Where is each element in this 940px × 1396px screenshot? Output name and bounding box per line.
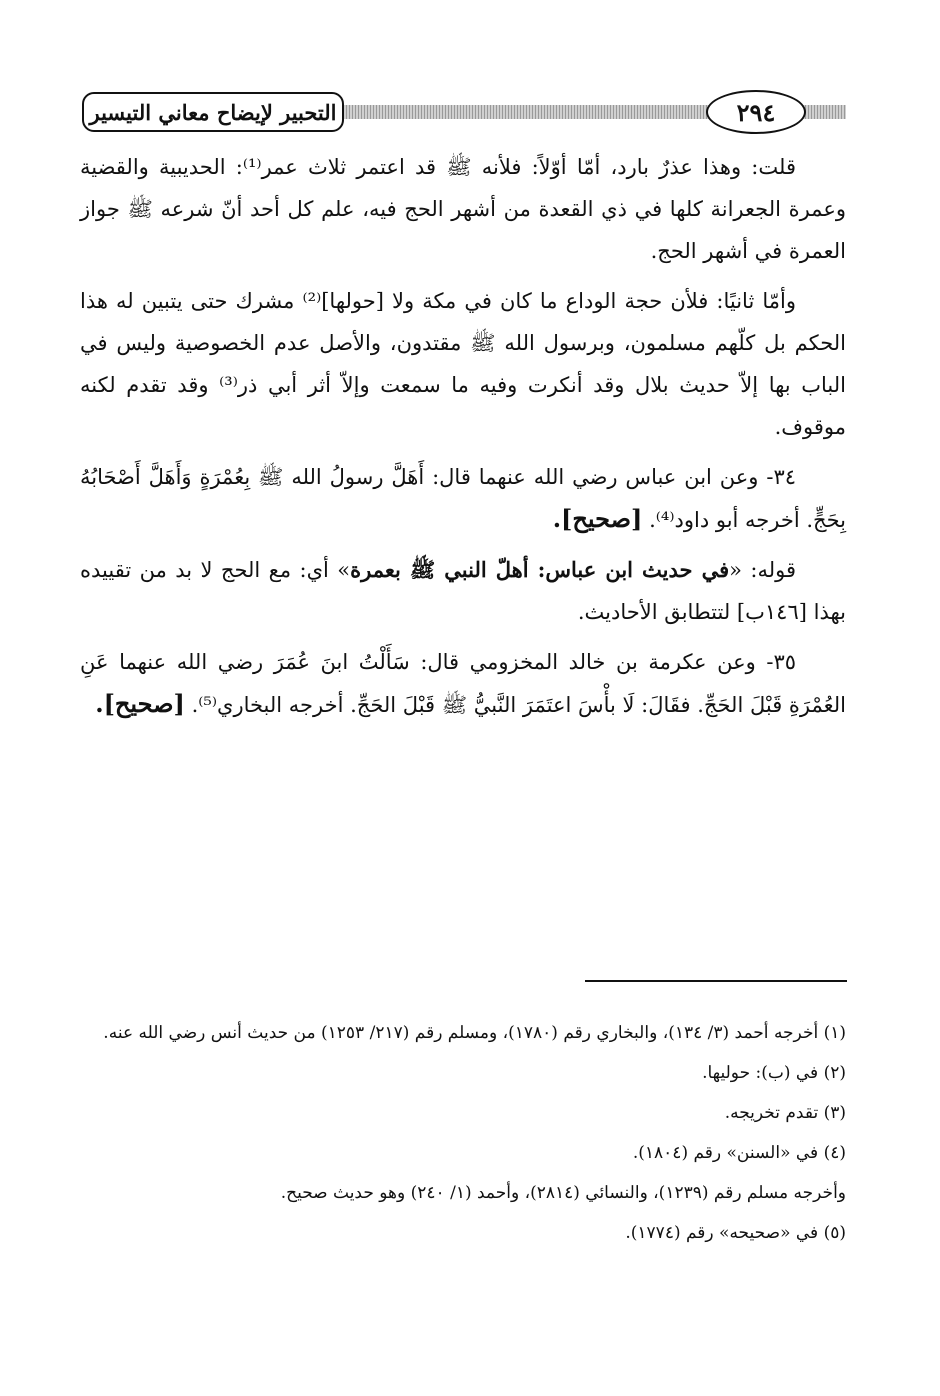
page-header <box>82 90 846 140</box>
commentary-rest: » أي: مع الحج لا بد من تقييده بهذا [١٤٦ب] لتتطابق الأحاديث. <box>80 558 846 624</box>
footnote-4: (٤) في «السنن» رقم (١٨٠٤). <box>632 1143 846 1163</box>
hadith-35-grade: [صحيح]. <box>95 689 185 718</box>
hadith-35 <box>80 641 846 726</box>
commentary-lead: قوله: « <box>729 558 796 582</box>
hadith-34-text: ٣٤- وعن ابن عباس رضي الله عنهما قال: أَهَلَّ رسولُ الله ﷺ بِعُمْرَةٍ وَأَهَلَّ أَصْحَابُهُ بِحَجٍّ. أخرجه أبو داود⁽⁴⁾. <box>80 465 846 532</box>
book-title: التحبير لإيضاح معاني التيسير <box>82 92 344 132</box>
footnote-3: (٣) تقدم تخريجه. <box>724 1103 846 1123</box>
commentary <box>80 549 846 633</box>
footnote-1: (١) أخرجه أحمد (٣/ ١٣٤)، والبخاري رقم (١٧٨٠)، ومسلم رقم (٢١٧/ ١٢٥٣) من حديث أنس رضي الله عنه. <box>103 1023 846 1043</box>
hadith-34 <box>80 456 846 541</box>
footnote-2: (٢) في (ب): حوليها. <box>702 1063 846 1083</box>
footnotes <box>80 1016 846 1256</box>
hadith-34-grade: [صحيح]. <box>552 504 643 533</box>
footnote-5: (٥) في «صحيحه» رقم (١٧٧٤). <box>625 1223 846 1243</box>
footnote-separator <box>585 980 847 982</box>
page-number: ٢٩٤ <box>706 90 806 134</box>
commentary-quote: في حديث ابن عباس: أهلّ النبي ﷺ بعمرة <box>350 557 730 582</box>
paragraph-2: وأمّا ثانيًا: فلأن حجة الوداع ما كان في مكة ولا [حولها]⁽²⁾ مشرك حتى يتبين له هذا الحكم بل كلّهم مسلمون، وبرسول الله ﷺ مقتدون، والأصل عدم الخصوصية وليس في الباب بها إلاّ حديث بلال وقد أنكرت وفيه ما سمعت وإلاّ أثر أبي ذر⁽³⁾ وقد تقدم لكنه موقوف. <box>80 289 846 439</box>
hadith-35-text: ٣٥- وعن عكرمة بن خالد المخزومي قال: سَأَلْتُ ابنَ عُمَرَ رضي الله عنهما عَنِ العُمْرَةِ قَبْلَ الحَجِّ. فقَالَ: لَا بأْسَ اعتَمَرَ النَّبيُّ ﷺ قَبْلَ الحَجِّ. أخرجه البخاري⁽⁵⁾. <box>80 650 846 717</box>
paragraph-1: قلت: وهذا عذرٌ بارد، أمّا أوّلاً: فلأنه ﷺ قد اعتمر ثلاث عمر⁽¹⁾: الحديبية والقضية وعمرة الجعرانة كلها في ذي القعدة من أشهر الحج فيه، علم كل أحد أنّ شرعه ﷺ جواز العمرة في أشهر الحج. <box>80 155 846 263</box>
main-text <box>80 146 846 734</box>
footnote-4-continued: وأخرجه مسلم رقم (١٢٣٩)، والنسائي (٢٨١٤)، وأحمد (١/ ٢٤٠) وهو حديث صحيح. <box>280 1183 846 1203</box>
